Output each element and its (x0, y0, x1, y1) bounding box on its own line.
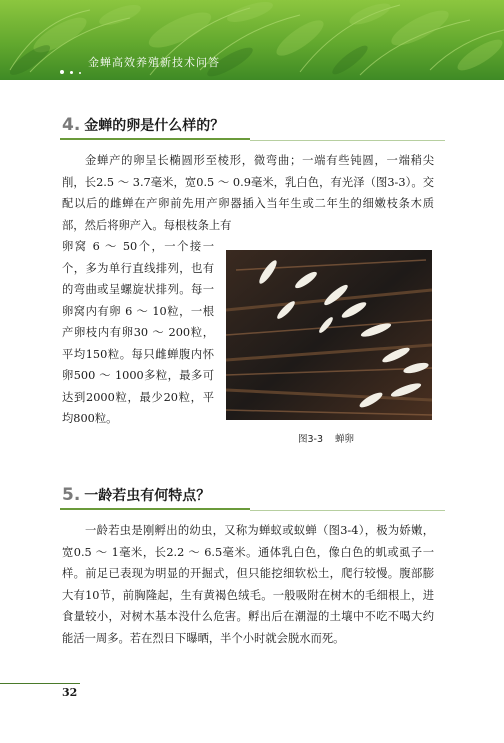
page-header (0, 0, 504, 80)
header-dots (60, 59, 87, 78)
section-4-rule (60, 138, 250, 140)
footer-rule (0, 683, 80, 684)
book-title: 金蝉高效养殖新技术问答 (88, 56, 220, 69)
section-5-title: 一龄若虫有何特点？ (84, 488, 211, 504)
section-5-heading (62, 485, 210, 505)
section-4-paragraph: 金蝉产的卵呈长椭圆形至棱形，微弯曲；一端有些钝圆，一端稍尖削，长2.5 ～ 3.7毫米，宽0.5 ～ 0.9毫米，乳白色，有光泽（图3-3）。交配以后的雌蝉在产卵前先用产卵器插入当年生或二年生的细嫩枝条木质部，然后将卵产入。每根枝条上有 (62, 154, 434, 232)
section-4-paragraph-wrap: 卵窝 6 ～ 50个，一个接一个，多为单行直线排列，也有的弯曲或呈螺旋状排列。每一卵窝内有卵 6 ～ 10粒，一根产卵枝内有卵30 ～ 200粒，平均150粒。每只雌蝉腹内怀卵500 ～ 1000多粒，最多可达到2000粒，最少20粒，平均800粒。 (62, 240, 214, 425)
section-5-rule-thin (250, 510, 445, 511)
cicada-eggs-photo (226, 250, 432, 420)
figure-caption-text: 蝉卵 (335, 434, 355, 445)
figure-caption (298, 431, 354, 445)
figure-label: 图3-3 (298, 434, 324, 445)
section-5-paragraph: 一龄若虫是刚孵出的幼虫，又称为蝉蚁或蚁蝉（图3-4），极为娇嫩，宽0.5 ～ 1毫米，长2.2 ～ 6.5毫米。通体乳白色，像白色的虮或虱子一样。前足已表现为明显的开掘式，但只能挖细软松土，爬行较慢。腹部膨大有10节，前胸隆起，生有黄褐色绒毛。一般吸附在树木的毛细根上，进食量较小，对树木基本没什么危害。孵出后在潮湿的土壤中不吃不喝大约能活一周多。若在烈日下曝晒，半个小时就会脱水而死。 (62, 524, 434, 645)
section-4-title: 金蝉的卵是什么样的？ (84, 118, 225, 134)
section-5-number: 5. (62, 485, 81, 505)
section-4-rule-thin (250, 140, 445, 141)
section-5-rule (60, 508, 250, 510)
section-4-heading (62, 115, 224, 135)
section-4-number: 4. (62, 115, 81, 135)
page-number: 32 (62, 686, 78, 699)
